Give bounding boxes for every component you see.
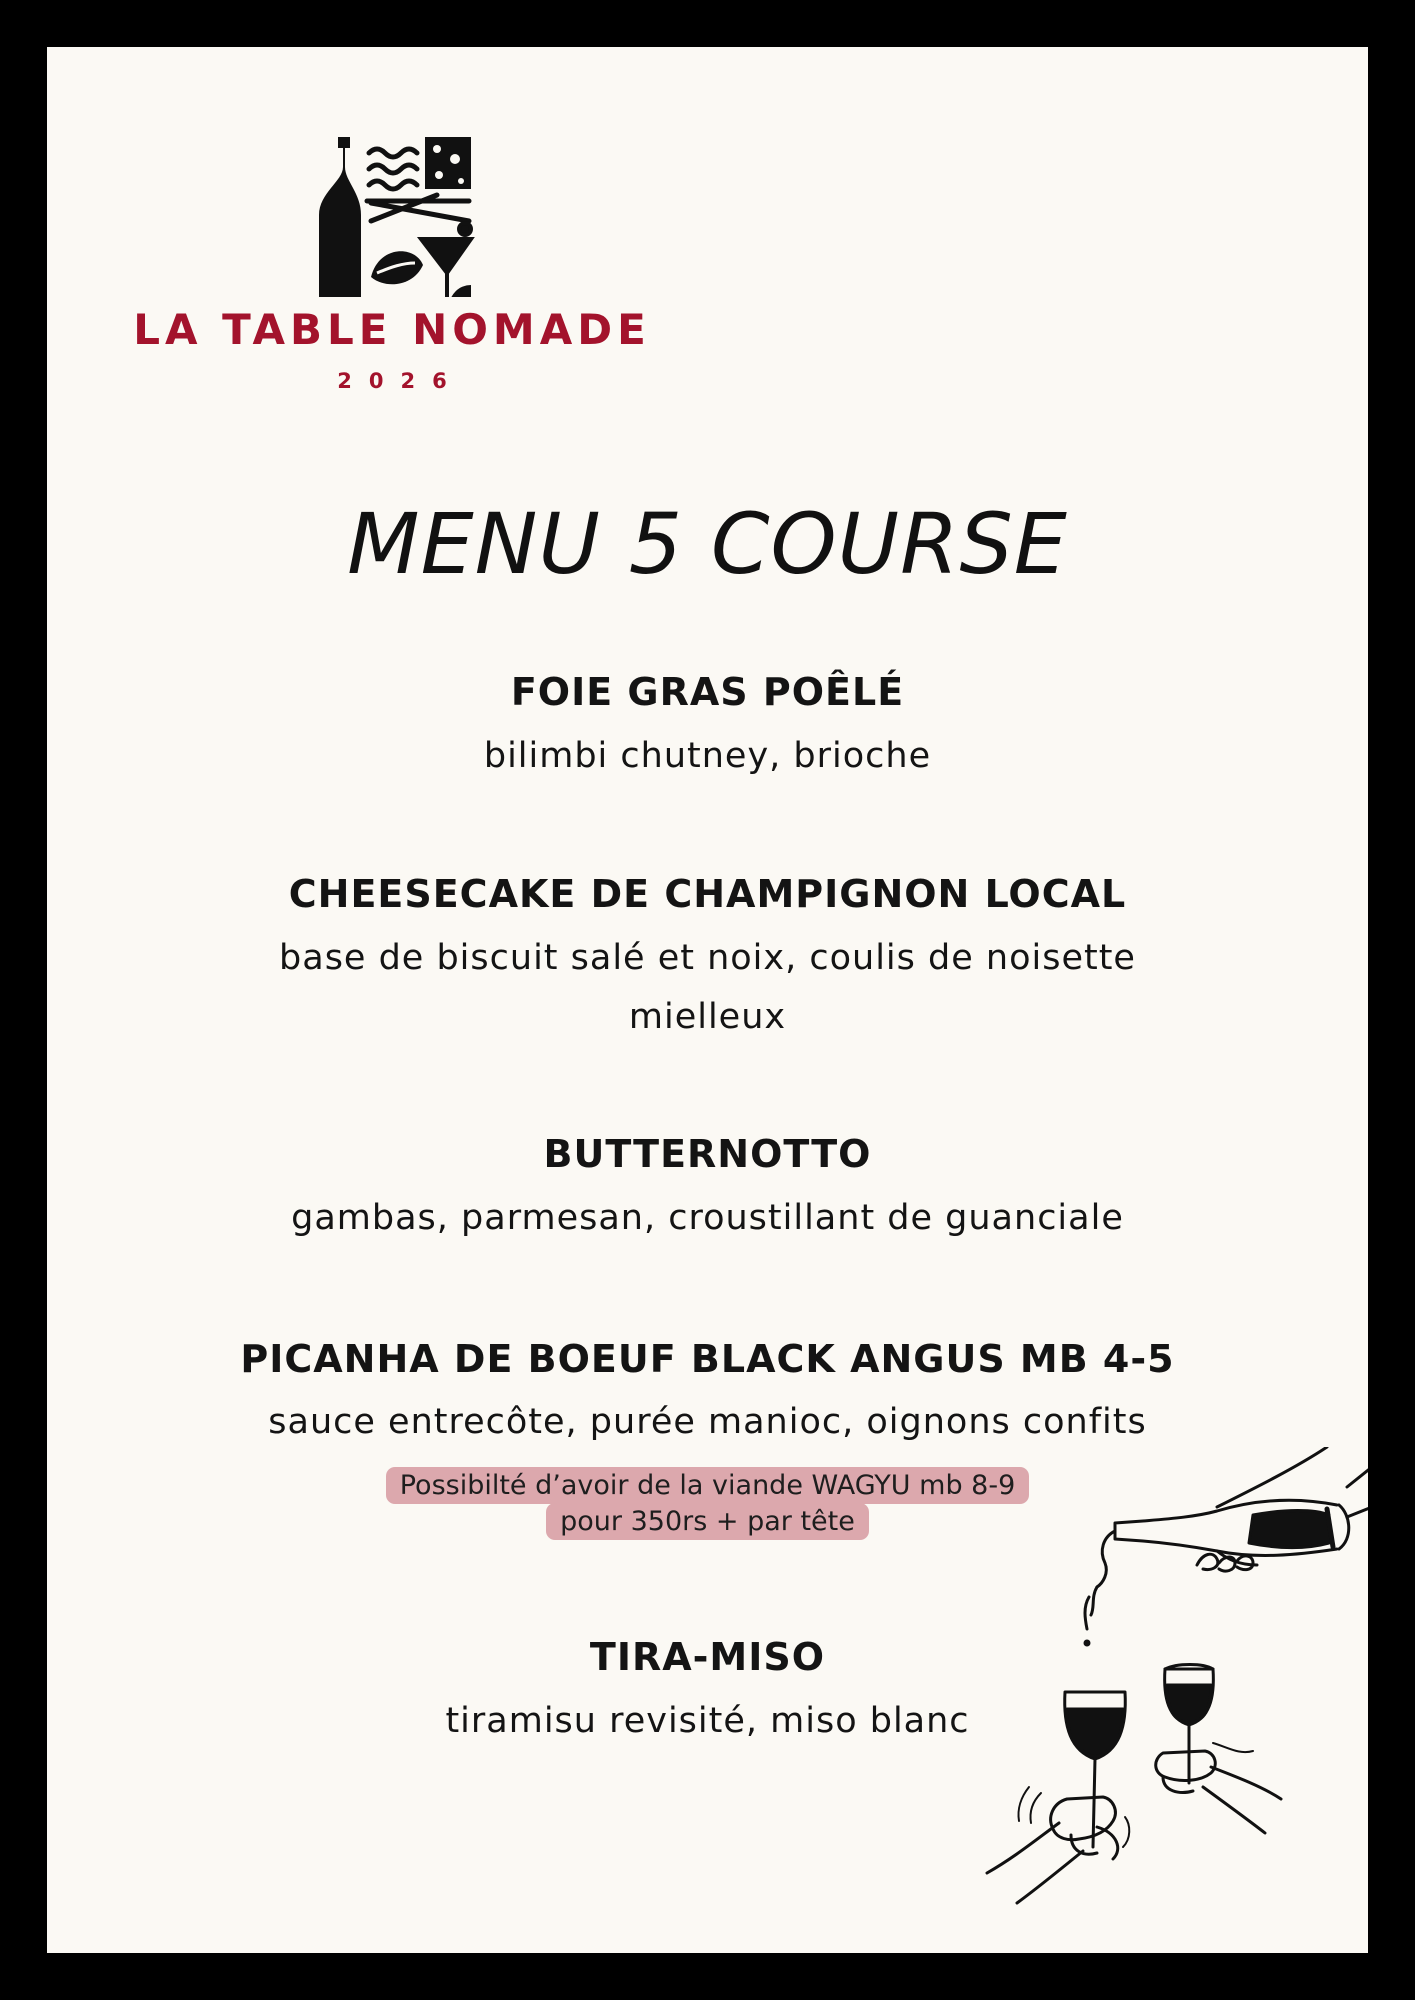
course-1-description: bilimbi chutney, brioche xyxy=(483,736,932,776)
course-2-name: CHEESECAKE DE CHAMPIGNON LOCAL xyxy=(288,872,1127,916)
wine-toast-illustration xyxy=(967,1447,1368,1907)
leaf-icon xyxy=(371,251,423,284)
wine-glass-right-icon xyxy=(1165,1665,1214,1784)
cheese-icon xyxy=(425,137,471,189)
brand-name: LA TABLE NOMADE xyxy=(133,305,651,354)
course-4-description: sauce entrecôte, purée manioc, oignons confits xyxy=(268,1402,1147,1442)
menu-page xyxy=(47,47,1368,1953)
course-5-name: TIRA-MISO xyxy=(589,1635,826,1679)
citrus-slice-icon xyxy=(371,285,471,297)
course-4-name: PICANHA DE BOEUF BLACK ANGUS MB 4-5 xyxy=(240,1337,1175,1381)
course-5-description: tiramisu revisité, miso blanc xyxy=(445,1701,970,1741)
wine-pour-stream-icon xyxy=(1085,1531,1115,1645)
wine-bottle-pouring-icon xyxy=(1115,1447,1368,1571)
wine-bottle-icon xyxy=(319,137,361,297)
wagyu-note-line-2: pour 350rs + par tête xyxy=(546,1503,869,1540)
course-3-description: gambas, parmesan, croustillant de guanciale xyxy=(291,1198,1124,1238)
cocktail-glass-icon xyxy=(421,223,471,297)
hands-icon xyxy=(987,1743,1281,1903)
menu-title: MENU 5 COURSE xyxy=(347,495,1068,593)
course-2-description: base de biscuit salé et noix, coulis de noisette mielleux xyxy=(279,938,1136,1037)
course-1-name: FOIE GRAS POÊLÉ xyxy=(510,670,905,714)
wine-glass-left-icon xyxy=(1065,1692,1126,1847)
sticks-icon xyxy=(367,195,469,221)
waves-icon xyxy=(369,149,417,189)
wagyu-note-line-1: Possibilté d’avoir de la viande WAGYU mb 8-9 xyxy=(386,1467,1030,1504)
brand-year: 2026 xyxy=(337,369,464,393)
logo-mark xyxy=(287,97,487,297)
course-3-name: BUTTERNOTTO xyxy=(543,1132,872,1176)
